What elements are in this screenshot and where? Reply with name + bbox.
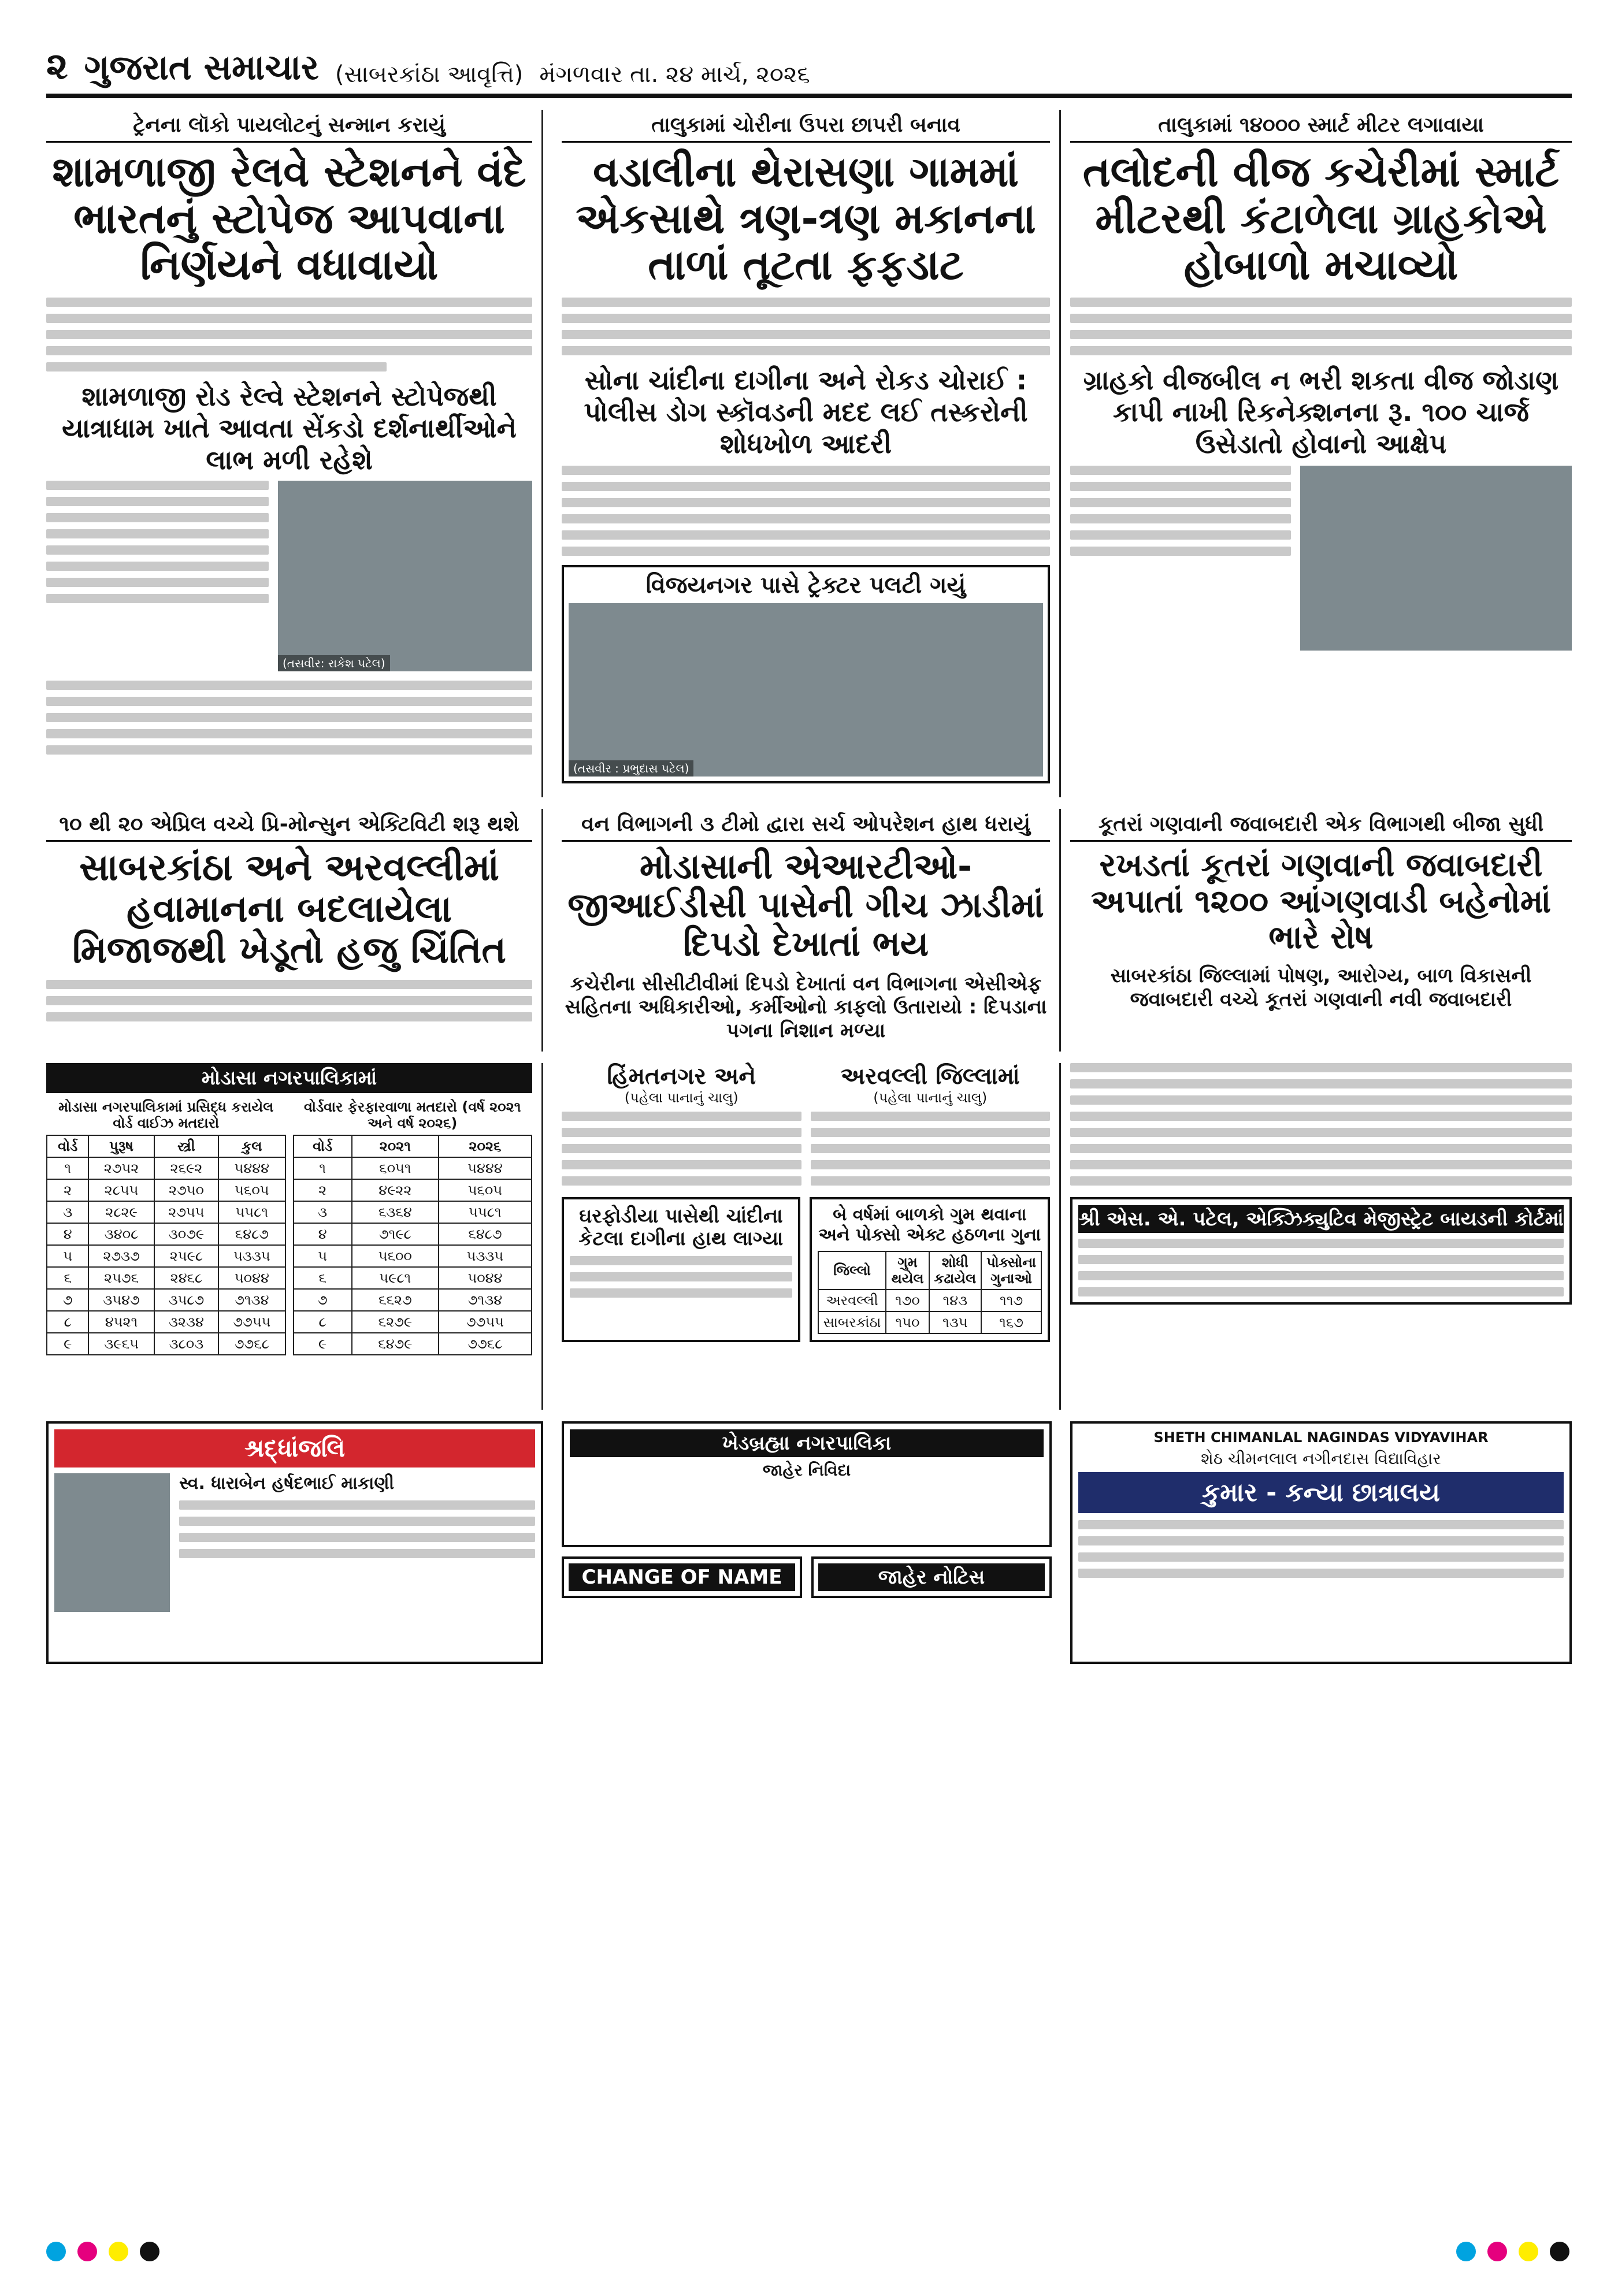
- article-body: [570, 1256, 792, 1298]
- notice-body: [1078, 1239, 1564, 1296]
- change-of-name: [562, 1556, 802, 1598]
- article-body: [1070, 466, 1291, 651]
- table-row: [818, 1290, 1041, 1312]
- table-row: [294, 1289, 532, 1311]
- table-cell: ૭: [294, 1289, 352, 1311]
- table-cell: ૩૯૬૫: [88, 1333, 154, 1355]
- table-cell: ૧૭૦: [886, 1290, 929, 1312]
- table-cell: ૬૨૭૯: [352, 1311, 439, 1333]
- table-cell: ૫૫૮૧: [439, 1201, 532, 1223]
- table-cell: ૨૬૯૨: [154, 1157, 219, 1179]
- masthead: [46, 35, 1572, 98]
- court-notice-title: શ્રી એસ. એ. પટેલ, એક્ઝિક્યુટિવ મેજીસ્ટ્રેટ બાયડની કોર્ટમાં: [1078, 1205, 1564, 1233]
- court-notice: [1070, 1197, 1572, 1305]
- obituary-title: શ્રદ્ધાંજલિ: [54, 1429, 535, 1467]
- registration-marks-left: [46, 2242, 159, 2261]
- article-body: [811, 1112, 1051, 1186]
- table-cell: ૭૭૬૮: [218, 1333, 285, 1355]
- table-cell: ૫૬૦૦: [352, 1245, 439, 1267]
- article-dogs: [1070, 809, 1572, 1052]
- table-cell: ૩: [294, 1201, 352, 1223]
- yellow-mark: [1519, 2242, 1538, 2261]
- registration-marks-right: [1456, 2242, 1569, 2261]
- table-cell: ૬૪૮૭: [439, 1223, 532, 1245]
- table-cell: ૩૨૩૪: [154, 1311, 219, 1333]
- table-row: [47, 1179, 285, 1201]
- tractor-photo: [569, 603, 1043, 777]
- table-title-2: વોર્ડવાર ફેરફારવાળા મતદારો (વર્ષ ૨૦૨૧ અને વર્ષ ૨૦૨૬): [304, 1099, 521, 1131]
- table-cell: ૭૭૫૫: [439, 1311, 532, 1333]
- article-kicker: વન વિભાગની ૩ ટીમો દ્વારા સર્ચ ઓપરેશન હાથ ધરાયું: [562, 809, 1050, 842]
- table-cell: ૩૫૪૭: [88, 1289, 154, 1311]
- black-mark: [1550, 2242, 1569, 2261]
- article-headline: તલોદની વીજ કચેરીમાં સ્માર્ટ મીટરથી કંટાળેલા ગ્રાહકોએ હોબાળો મચાવ્યો: [1082, 147, 1560, 289]
- table-cell: ૨૭૩૭: [88, 1245, 154, 1267]
- table-cell: ૨: [47, 1179, 88, 1201]
- table-cell: ૫૪૪૪: [218, 1157, 285, 1179]
- voters-table: [46, 1135, 286, 1355]
- pocso-table: [818, 1251, 1042, 1334]
- article-headline: શામળાજી રેલવે સ્ટેશનને વંદે ભારતનું સ્ટોપેજ આપવાના નિર્ણયને વધાવાયો: [52, 147, 526, 289]
- table-header: વોર્ડ: [294, 1135, 352, 1157]
- khedbrahma-title: ખેડબ્રહ્મા નગરપાલિકા: [570, 1429, 1044, 1457]
- table-cell: ૩૮૦૩: [154, 1333, 219, 1355]
- table-cell: અરવલ્લી: [818, 1290, 886, 1312]
- table-row: [47, 1333, 285, 1355]
- table-cell: ૧: [47, 1157, 88, 1179]
- table-cell: ૨: [294, 1179, 352, 1201]
- table-header: શોધી કઢાયેલ: [929, 1251, 982, 1290]
- article-body: [1070, 298, 1572, 355]
- table-row: [294, 1311, 532, 1333]
- table-header: ગુમ થયેલ: [886, 1251, 929, 1290]
- table-cell: ૨૫૭૬: [88, 1267, 154, 1289]
- article-body: [46, 980, 532, 1021]
- table-row: [294, 1267, 532, 1289]
- article-body: [46, 298, 532, 371]
- article-kicker: તાલુકામાં ચોરીના ઉપરા છાપરી બનાવ: [562, 110, 1050, 143]
- right-middle-news: [1070, 1063, 1572, 1410]
- table-cell: ૧૫૦: [886, 1312, 929, 1333]
- aravalli-sub: (પહેલા પાનાનું ચાલુ): [873, 1090, 988, 1106]
- table-cell: ૯: [47, 1333, 88, 1355]
- table-cell: ૬૬૨૭: [352, 1289, 439, 1311]
- table-header: કુલ: [218, 1135, 285, 1157]
- article-body: [46, 481, 269, 671]
- table-cell: ૫૦૪૪: [439, 1267, 532, 1289]
- tractor-photo-box: [562, 565, 1050, 783]
- aravalli-title: અરવલ્લી જિલ્લામાં: [840, 1063, 1020, 1090]
- article-kicker: તાલુકામાં ૧૪૦૦૦ સ્માર્ટ મીટર લગાવાયા: [1070, 110, 1572, 143]
- meter-office-photo: [1300, 466, 1572, 651]
- table-cell: ૫: [47, 1245, 88, 1267]
- table-cell: ૨૫૯૮: [154, 1245, 219, 1267]
- table-header: સ્ત્રી: [154, 1135, 219, 1157]
- pocso-box: [810, 1197, 1050, 1342]
- section-title: મોડાસા નગરપાલિકામાં: [46, 1063, 532, 1093]
- table-cell: ૫૪૪૪: [439, 1157, 532, 1179]
- table-cell: ૬: [47, 1267, 88, 1289]
- table-cell: ૩: [47, 1201, 88, 1223]
- table-row: [294, 1245, 532, 1267]
- table-cell: ૭૧૯૮: [352, 1223, 439, 1245]
- khedbrahma-sub: જાહેર નિવિદા: [762, 1461, 851, 1480]
- article-theft: [552, 110, 1061, 797]
- table-header: જિલ્લો: [818, 1251, 886, 1290]
- yellow-mark: [109, 2242, 128, 2261]
- table-title: મોડાસા નગરપાલિકામાં પ્રસિદ્ધ કરાયેલ વોર્ડ વાઈઝ મતદારો: [58, 1099, 274, 1131]
- table-cell: ૨૮૨૯: [88, 1201, 154, 1223]
- public-notice-title: જાહેર નોટિસ: [818, 1563, 1045, 1591]
- table-cell: ૫૬૦૫: [218, 1179, 285, 1201]
- issue-date: મંગળવાર તા. ૨૪ માર્ચ, ૨૦૨૬: [539, 61, 810, 88]
- modasa-section: [46, 1063, 543, 1410]
- table-row: [47, 1289, 285, 1311]
- table-row: [818, 1312, 1041, 1333]
- table-cell: ૭૧૩૪: [218, 1289, 285, 1311]
- table-cell: ૮: [294, 1311, 352, 1333]
- article-smart-meter: [1070, 110, 1572, 797]
- magenta-mark: [77, 2242, 97, 2261]
- table-cell: ૩૦૭૯: [154, 1223, 219, 1245]
- table-cell: ૧૬૭: [981, 1312, 1041, 1333]
- table-cell: ૬૪૭૯: [352, 1333, 439, 1355]
- article-subhead: ગ્રાહકો વીજબીલ ન ભરી શકતા વીજ જોડાણ કાપી નાખી રિકનેક્શનના રૂ. ૧૦૦ ચાર્જ ઉસેડાતો હોવાનો આક્ષેપ: [1083, 364, 1559, 460]
- table-cell: ૧૩૫: [929, 1312, 982, 1333]
- obituary-box: [46, 1421, 543, 1664]
- magenta-mark: [1487, 2242, 1507, 2261]
- table-header: પુરૂષ: [88, 1135, 154, 1157]
- table-cell: ૫૦૪૪: [218, 1267, 285, 1289]
- black-mark: [140, 2242, 159, 2261]
- table-cell: ૬૪૮૭: [218, 1223, 285, 1245]
- cyan-mark: [1456, 2242, 1476, 2261]
- table-cell: ૨૭૫૨: [88, 1157, 154, 1179]
- bottom-notices: [552, 1421, 1061, 1664]
- middle-news: [552, 1063, 1061, 1410]
- table-cell: ૧: [294, 1157, 352, 1179]
- obituary-body: [179, 1500, 535, 1558]
- table-cell: ૫૩૩૫: [218, 1245, 285, 1267]
- obituary-photo: [54, 1473, 170, 1612]
- table-cell: ૫: [294, 1245, 352, 1267]
- school-body: [1078, 1520, 1564, 1578]
- cyan-mark: [46, 2242, 66, 2261]
- article-kicker: ૧૦ થી ૨૦ એપ્રિલ વચ્ચે પ્રિ-મોન્સુન એક્ટિવિટી શરૂ થશે: [46, 809, 532, 842]
- table-header: પોક્સોના ગુનાઓ: [981, 1251, 1041, 1290]
- newspaper-name: ગુજરાત સમાચાર: [84, 47, 319, 88]
- table-cell: ૮: [47, 1311, 88, 1333]
- voters-change-table: [293, 1135, 533, 1355]
- table-cell: ૪: [294, 1223, 352, 1245]
- article-subhead: સોના ચાંદીના દાગીના અને રોકડ ચોરાઈ : પોલીસ ડોગ સ્કૉવડની મદદ લઈ તસ્કરોની શોધખોળ આદરી: [584, 364, 1028, 460]
- school-ad: [1070, 1421, 1572, 1664]
- table-cell: ૨૭૫૦: [154, 1179, 219, 1201]
- article-body: [562, 298, 1050, 355]
- table-header: ૨૦૨૬: [439, 1135, 532, 1157]
- table-cell: સાબરકાંઠા: [818, 1312, 886, 1333]
- photo-caption: (તસવીર : પ્રભુદાસ પટેલ): [569, 760, 693, 777]
- page-number: ૨: [46, 45, 68, 88]
- article-leopard: [552, 809, 1061, 1052]
- article-body: [1070, 1063, 1572, 1186]
- table-row: [294, 1223, 532, 1245]
- pocso-headline: બે વર્ષમાં બાળકો ગુમ થવાના અને પોક્સો એક્ટ હઠળના ગુના: [818, 1205, 1041, 1245]
- article-kicker: કૂતરાં ગણવાની જવાબદારી એક વિભાગથી બીજા સુધી: [1070, 809, 1572, 842]
- article-body: [46, 681, 532, 755]
- table-cell: ૭૭૫૫: [218, 1311, 285, 1333]
- table-row: [47, 1157, 285, 1179]
- train-photo: [278, 481, 532, 671]
- table-header: ૨૦૨૧: [352, 1135, 439, 1157]
- table-cell: ૬૩૬૪: [352, 1201, 439, 1223]
- silver-headline: ઘરફોડીયા પાસેથી ચાંદીના કેટલા દાગીના હાથ લાગ્યા: [578, 1205, 784, 1251]
- article-body: [562, 1112, 801, 1186]
- himmatnagar-title: હિંમતનગર અને: [607, 1063, 756, 1090]
- article-kicker: ટ્રેનના લૉકો પાયલોટનું સન્માન કરાયું: [46, 110, 532, 143]
- table-cell: ૫૯૮૧: [352, 1267, 439, 1289]
- table-cell: ૨૮૫૫: [88, 1179, 154, 1201]
- table-cell: ૩૫૮૭: [154, 1289, 219, 1311]
- table-row: [294, 1333, 532, 1355]
- table-row: [294, 1201, 532, 1223]
- table-cell: ૭: [47, 1289, 88, 1311]
- table-cell: ૨૪૬૮: [154, 1267, 219, 1289]
- table-cell: ૫૫૮૧: [218, 1201, 285, 1223]
- article-subhead: સાબરકાંઠા જિલ્લામાં પોષણ, આરોગ્ય, બાળ વિકાસની જવાબદારી વચ્ચે કૂતરાં ગણવાની નવી જવાબદારી: [1110, 964, 1532, 1011]
- edition: (સાબરકાંઠા આવૃત્તિ): [335, 61, 524, 88]
- table-cell: ૫૩૩૫: [439, 1245, 532, 1267]
- school-headline: કુમાર - કન્યા છાત્રાલય: [1078, 1472, 1564, 1513]
- table-cell: ૬: [294, 1267, 352, 1289]
- table-cell: ૯: [294, 1333, 352, 1355]
- article-headline: વડાલીના થેરાસણા ગામમાં એકસાથે ત્રણ-ત્રણ મકાનના તાળાં તૂટતા ફફડાટ: [576, 147, 1036, 289]
- table-cell: ૭૭૬૮: [439, 1333, 532, 1355]
- school-name-gu: શેઠ ચીમનલાલ નગીનદાસ વિદ્યાવિહાર: [1201, 1449, 1441, 1468]
- table-cell: ૪: [47, 1223, 88, 1245]
- change-name-title: CHANGE OF NAME: [569, 1563, 795, 1591]
- article-subhead: કચેરીના સીસીટીવીમાં દિપડો દેખાતાં વન વિભાગના એસીએફ સહિતના અધિકારીઓ, કર્મીઓનો કાફલો ઉતારાયો : દિપડાના પગના નિશાન મળ્યા: [565, 972, 1047, 1043]
- table-cell: ૫૬૦૫: [439, 1179, 532, 1201]
- table-row: [294, 1157, 532, 1179]
- school-name-en: SHETH CHIMANLAL NAGINDAS VIDYAVIHAR: [1153, 1429, 1489, 1446]
- article-weather: [46, 809, 543, 1052]
- table-header: વોર્ડ: [47, 1135, 88, 1157]
- article-subhead: શામળાજી રોડ રેલ્વે સ્ટેશનને સ્ટોપેજથી યાત્રાધામ ખાતે આવતા સેંકડો દર્શનાર્થીઓને લાભ મળી રહેશે: [62, 380, 517, 476]
- table-cell: ૪૫૨૧: [88, 1311, 154, 1333]
- article-headline: મોડાસાની એઆરટીઓ-જીઆઈડીસી પાસેની ગીચ ઝાડીમાં દિપડો દેખાતાં ભય: [567, 846, 1044, 965]
- article-headline: રખડતાં કૂતરાં ગણવાની જવાબદારી અપાતાં ૧૨૦૦ આંગણવાડી બહેનોમાં ભારે રોષ: [1090, 846, 1552, 957]
- table-cell: ૬૦૫૧: [352, 1157, 439, 1179]
- table-cell: ૧૪૩: [929, 1290, 982, 1312]
- table-row: [294, 1179, 532, 1201]
- himmatnagar-sub: (પહેલા પાનાનું ચાલુ): [624, 1090, 739, 1106]
- table-row: [47, 1267, 285, 1289]
- obituary-name: સ્વ. ધારાબેન હર્ષદભાઈ માકાણી: [179, 1473, 395, 1493]
- table-cell: ૭૧૩૪: [439, 1289, 532, 1311]
- photo-caption: (તસવીર: રાકેશ પટેલ): [278, 655, 390, 671]
- table-cell: ૨૭૫૫: [154, 1201, 219, 1223]
- khedbrahma-tender: [562, 1421, 1052, 1547]
- public-notice: [811, 1556, 1052, 1598]
- table-row: [47, 1201, 285, 1223]
- table-row: [47, 1311, 285, 1333]
- table-cell: ૧૧૭: [981, 1290, 1041, 1312]
- article-shamlaji: [46, 110, 543, 797]
- table-cell: ૪૯૨૨: [352, 1179, 439, 1201]
- article-headline: સાબરકાંઠા અને અરવલ્લીમાં હવામાનના બદલાયેલા મિજાજથી ખેડૂતો હજુ ચિંતિત: [72, 846, 506, 972]
- photo-title: વિજયનગર પાસે ટ્રેક્ટર પલટી ગયું: [645, 572, 966, 599]
- table-cell: ૩૪૦૮: [88, 1223, 154, 1245]
- table-row: [47, 1223, 285, 1245]
- article-body: [562, 466, 1050, 556]
- silver-box: [562, 1197, 800, 1342]
- table-row: [47, 1245, 285, 1267]
